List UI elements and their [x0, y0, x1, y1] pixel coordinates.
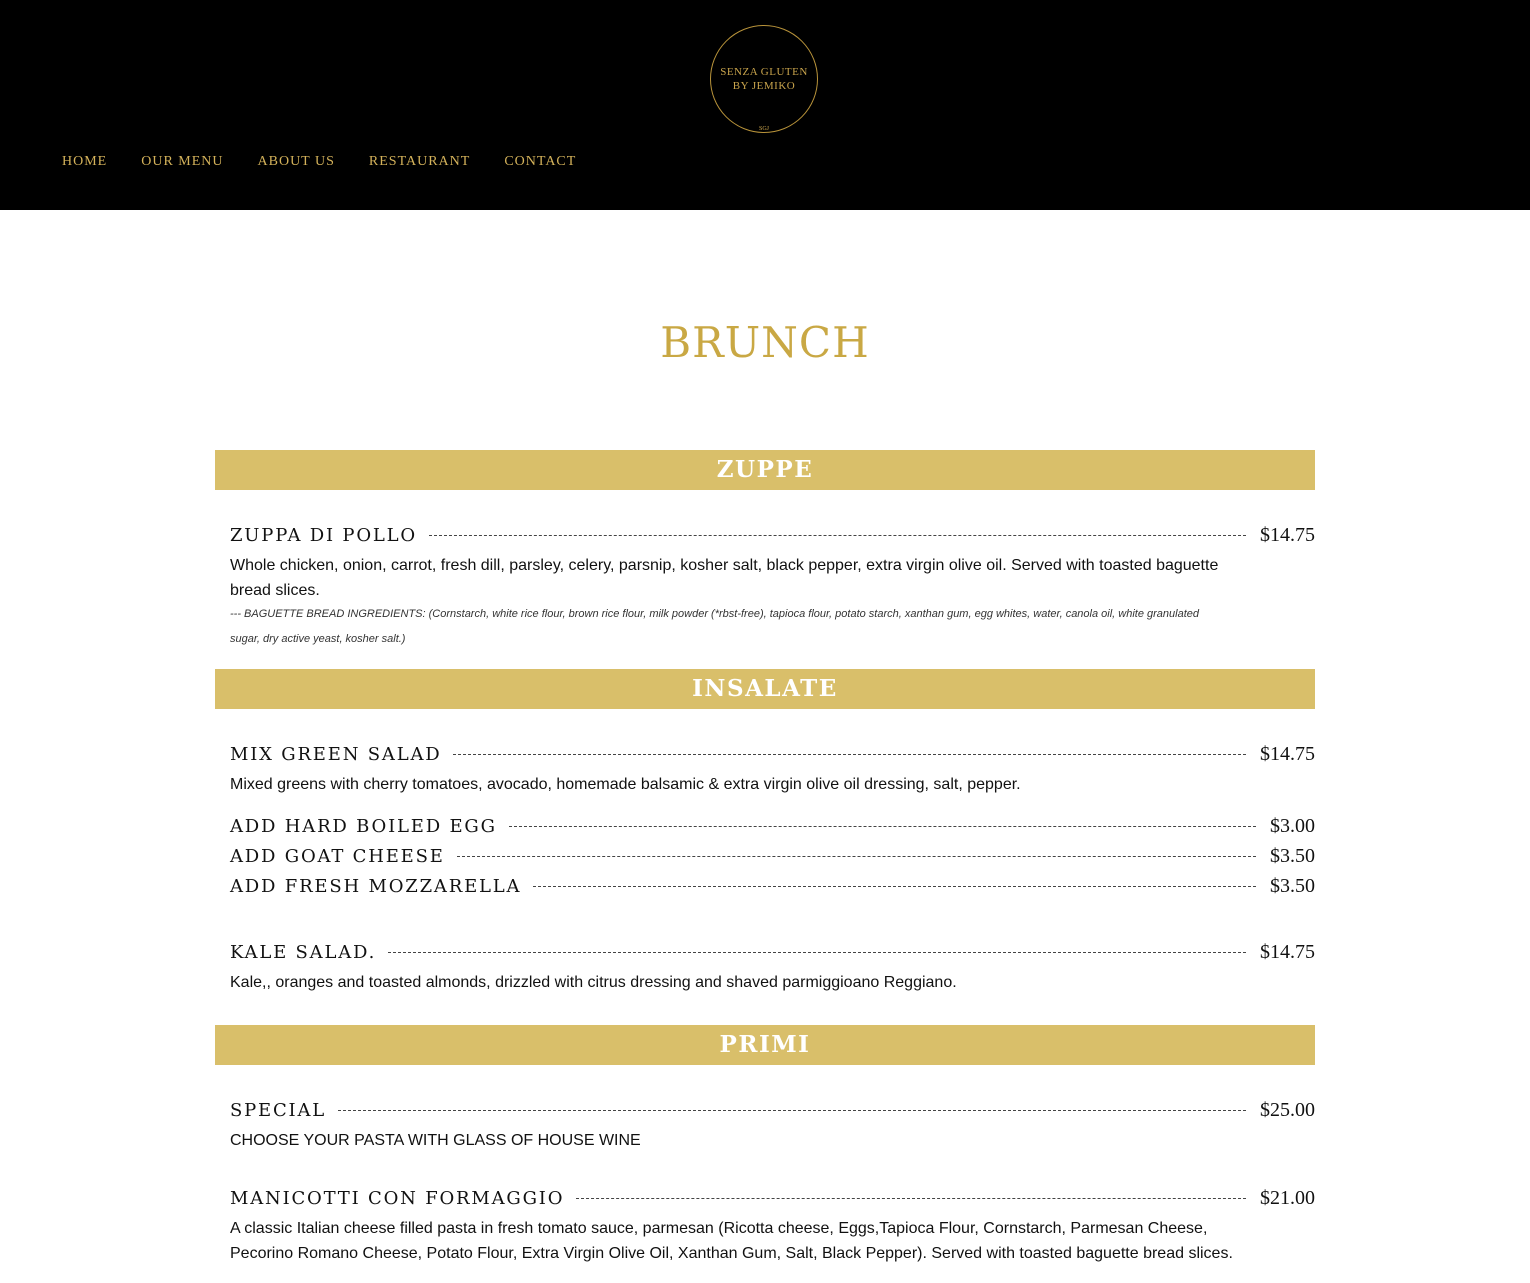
nav-contact[interactable]: CONTACT: [504, 154, 577, 169]
menu-item-manicotti: [230, 1183, 1315, 1213]
item-price: $14.75: [1260, 523, 1315, 546]
addon-fresh-mozzarella: [230, 871, 1315, 901]
item-name: KALE SALAD.: [230, 941, 377, 963]
nav-home[interactable]: HOME: [62, 154, 108, 169]
dotted-leader: [509, 826, 1256, 827]
dotted-leader: [576, 1198, 1246, 1199]
item-name: MANICOTTI CON FORMAGGIO: [230, 1187, 565, 1209]
item-description: Whole chicken, onion, carrot, fresh dill, parsley, celery, parsnip, kosher salt, black pepper, extra virgin olive oil. Served with toasted baguette bread slices.: [230, 557, 1219, 599]
dotted-leader: [453, 754, 1246, 755]
item-price: $14.75: [1260, 940, 1315, 963]
dotted-leader: [388, 952, 1246, 953]
addon-hard-boiled-egg: [230, 811, 1315, 841]
logo-line-1: SENZA GLUTEN: [720, 66, 808, 78]
item-price: $3.50: [1270, 874, 1315, 897]
page-title: BRUNCH: [660, 318, 870, 367]
site-header: [0, 0, 1530, 210]
logo-monogram: SGJ: [758, 126, 769, 132]
main-nav: [62, 154, 610, 170]
site-logo[interactable]: [710, 25, 818, 133]
item-description: Mixed greens with cherry tomatoes, avocado, homemade balsamic & extra virgin olive oil dressing, salt, pepper.: [230, 776, 1021, 793]
item-name: ADD GOAT CHEESE: [230, 845, 445, 867]
menu-item-special: [230, 1095, 1315, 1125]
item-description: CHOOSE YOUR PASTA WITH GLASS OF HOUSE WINE: [230, 1132, 641, 1149]
item-note: --- BAGUETTE BREAD INGREDIENTS: (Cornstarch, white rice flour, brown rice flour, milk powder (*rbst-free), tapioca flour, potato starch, xanthan gum, egg whites, water, canola oil, white granulated sugar, dry active yeast, kosher salt.): [230, 608, 1199, 645]
addon-goat-cheese: [230, 841, 1315, 871]
item-price: $3.00: [1270, 814, 1315, 837]
dotted-leader: [533, 886, 1256, 887]
menu-item-kale-salad: [230, 937, 1315, 967]
section-header-insalate: INSALATE: [215, 669, 1315, 709]
item-name: ADD FRESH MOZZARELLA: [230, 875, 522, 897]
item-name: ZUPPA DI POLLO: [230, 524, 417, 546]
section-header-zuppe: ZUPPE: [215, 450, 1315, 490]
nav-about-us[interactable]: ABOUT US: [257, 154, 335, 169]
item-name: SPECIAL: [230, 1099, 327, 1121]
menu-item-mix-green-salad: [230, 739, 1315, 769]
item-description: A classic Italian cheese filled pasta in fresh tomato sauce, parmesan (Ricotta cheese, Eggs,Tapioca Flour, Cornstarch, Parmesan Cheese, Pecorino Romano Cheese, Potato Flour, Extra Virgin Olive Oil, Xanthan Gum, Salt, Black Pepper). Served with toasted baguette bread slices.: [230, 1220, 1233, 1262]
menu-item-zuppa-di-pollo: [230, 520, 1315, 550]
dotted-leader: [457, 856, 1256, 857]
section-header-primi: PRIMI: [215, 1025, 1315, 1065]
nav-our-menu[interactable]: OUR MENU: [141, 154, 224, 169]
nav-restaurant[interactable]: RESTAURANT: [368, 154, 471, 169]
item-price: $3.50: [1270, 844, 1315, 867]
item-price: $25.00: [1260, 1098, 1315, 1121]
item-price: $14.75: [1260, 742, 1315, 765]
item-name: MIX GREEN SALAD: [230, 743, 442, 765]
item-name: ADD HARD BOILED EGG: [230, 815, 497, 837]
logo-line-2: BY JEMIKO: [732, 80, 796, 92]
dotted-leader: [429, 535, 1246, 536]
dotted-leader: [338, 1110, 1246, 1111]
item-description: Kale,, oranges and toasted almonds, drizzled with citrus dressing and shaved parmiggioano Reggiano.: [230, 974, 957, 991]
item-price: $21.00: [1260, 1186, 1315, 1209]
